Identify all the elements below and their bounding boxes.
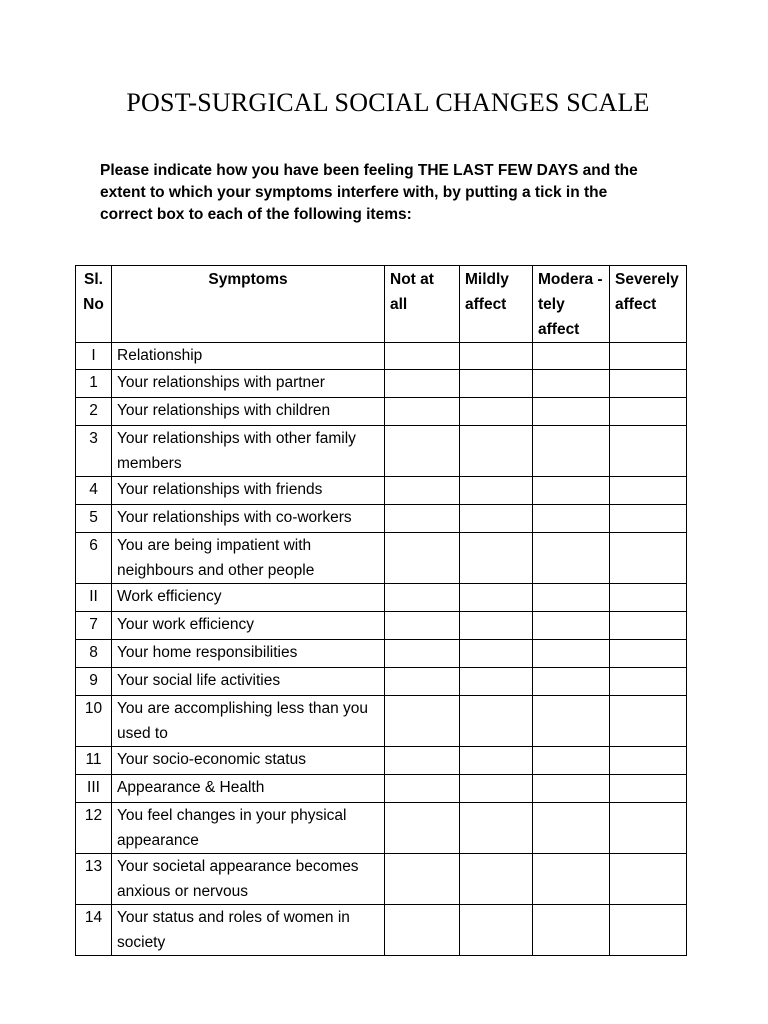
tick-box-mildly-affect[interactable] xyxy=(460,696,533,747)
tick-box-not-at-all[interactable] xyxy=(385,854,460,905)
tick-box-not-at-all[interactable] xyxy=(385,505,460,533)
symptom-text: Your relationships with other family members xyxy=(112,426,385,477)
tick-box-moderately-affect[interactable] xyxy=(533,696,610,747)
empty-cell xyxy=(533,584,610,612)
table-row xyxy=(76,640,687,668)
row-number: III xyxy=(76,775,112,803)
section-row xyxy=(76,775,687,803)
symptom-text: You are accomplishing less than you used to xyxy=(112,696,385,747)
symptom-text: Your societal appearance becomes anxious or nervous xyxy=(112,854,385,905)
table-row xyxy=(76,426,687,477)
section-heading: Appearance & Health xyxy=(112,775,385,803)
tick-box-not-at-all[interactable] xyxy=(385,696,460,747)
tick-box-moderately-affect[interactable] xyxy=(533,505,610,533)
tick-box-mildly-affect[interactable] xyxy=(460,477,533,505)
header-mildly-affect: Mildly affect xyxy=(460,266,533,343)
tick-box-severely-affect[interactable] xyxy=(610,905,687,956)
row-number: 9 xyxy=(76,668,112,696)
tick-box-mildly-affect[interactable] xyxy=(460,370,533,398)
table-row xyxy=(76,533,687,584)
tick-box-not-at-all[interactable] xyxy=(385,803,460,854)
empty-cell xyxy=(460,343,533,370)
tick-box-moderately-affect[interactable] xyxy=(533,854,610,905)
row-number: 1 xyxy=(76,370,112,398)
tick-box-not-at-all[interactable] xyxy=(385,533,460,584)
table-row xyxy=(76,668,687,696)
row-number: 2 xyxy=(76,398,112,426)
row-number: I xyxy=(76,343,112,370)
tick-box-moderately-affect[interactable] xyxy=(533,905,610,956)
tick-box-moderately-affect[interactable] xyxy=(533,612,610,640)
symptom-text: Your social life activities xyxy=(112,668,385,696)
empty-cell xyxy=(385,343,460,370)
tick-box-severely-affect[interactable] xyxy=(610,505,687,533)
table-row xyxy=(76,747,687,775)
tick-box-severely-affect[interactable] xyxy=(610,426,687,477)
row-number: 4 xyxy=(76,477,112,505)
row-number: 8 xyxy=(76,640,112,668)
tick-box-severely-affect[interactable] xyxy=(610,477,687,505)
empty-cell xyxy=(460,584,533,612)
scale-table xyxy=(75,265,687,956)
symptom-text: Your relationships with co-workers xyxy=(112,505,385,533)
tick-box-mildly-affect[interactable] xyxy=(460,747,533,775)
tick-box-not-at-all[interactable] xyxy=(385,477,460,505)
tick-box-mildly-affect[interactable] xyxy=(460,426,533,477)
page-title: POST-SURGICAL SOCIAL CHANGES SCALE xyxy=(126,88,650,117)
tick-box-not-at-all[interactable] xyxy=(385,747,460,775)
symptom-text: You feel changes in your physical appearance xyxy=(112,803,385,854)
tick-box-mildly-affect[interactable] xyxy=(460,854,533,905)
table-row xyxy=(76,398,687,426)
section-heading: Relationship xyxy=(112,343,385,370)
tick-box-mildly-affect[interactable] xyxy=(460,612,533,640)
tick-box-severely-affect[interactable] xyxy=(610,668,687,696)
symptom-text: Your relationships with friends xyxy=(112,477,385,505)
row-number: 5 xyxy=(76,505,112,533)
tick-box-moderately-affect[interactable] xyxy=(533,477,610,505)
tick-box-not-at-all[interactable] xyxy=(385,668,460,696)
symptom-text: Your relationships with children xyxy=(112,398,385,426)
tick-box-severely-affect[interactable] xyxy=(610,533,687,584)
row-number: 10 xyxy=(76,696,112,747)
empty-cell xyxy=(533,775,610,803)
tick-box-not-at-all[interactable] xyxy=(385,426,460,477)
tick-box-severely-affect[interactable] xyxy=(610,370,687,398)
header-severely-affect: Severely affect xyxy=(610,266,687,343)
table-row xyxy=(76,854,687,905)
table-row xyxy=(76,696,687,747)
table-row xyxy=(76,477,687,505)
header-not-at-all: Not at all xyxy=(385,266,460,343)
row-number: 13 xyxy=(76,854,112,905)
tick-box-moderately-affect[interactable] xyxy=(533,533,610,584)
table-row xyxy=(76,803,687,854)
section-heading: Work efficiency xyxy=(112,584,385,612)
tick-box-moderately-affect[interactable] xyxy=(533,803,610,854)
tick-box-not-at-all[interactable] xyxy=(385,612,460,640)
tick-box-moderately-affect[interactable] xyxy=(533,398,610,426)
symptom-text: Your relationships with partner xyxy=(112,370,385,398)
tick-box-severely-affect[interactable] xyxy=(610,747,687,775)
empty-cell xyxy=(610,343,687,370)
header-sl-no: Sl. No xyxy=(76,266,112,343)
symptom-text: Your home responsibilities xyxy=(112,640,385,668)
empty-cell xyxy=(610,775,687,803)
row-number: 12 xyxy=(76,803,112,854)
row-number: 6 xyxy=(76,533,112,584)
tick-box-mildly-affect[interactable] xyxy=(460,533,533,584)
tick-box-mildly-affect[interactable] xyxy=(460,398,533,426)
tick-box-severely-affect[interactable] xyxy=(610,803,687,854)
tick-box-moderately-affect[interactable] xyxy=(533,370,610,398)
table-row xyxy=(76,612,687,640)
section-row xyxy=(76,584,687,612)
tick-box-not-at-all[interactable] xyxy=(385,370,460,398)
symptom-text: You are being impatient with neighbours and other people xyxy=(112,533,385,584)
tick-box-severely-affect[interactable] xyxy=(610,640,687,668)
row-number: 7 xyxy=(76,612,112,640)
tick-box-mildly-affect[interactable] xyxy=(460,505,533,533)
tick-box-not-at-all[interactable] xyxy=(385,905,460,956)
empty-cell xyxy=(610,584,687,612)
header-row xyxy=(76,266,687,343)
tick-box-moderately-affect[interactable] xyxy=(533,640,610,668)
empty-cell xyxy=(385,584,460,612)
table-row xyxy=(76,370,687,398)
tick-box-mildly-affect[interactable] xyxy=(460,803,533,854)
tick-box-mildly-affect[interactable] xyxy=(460,640,533,668)
tick-box-mildly-affect[interactable] xyxy=(460,905,533,956)
table-row xyxy=(76,905,687,956)
header-symptoms: Symptoms xyxy=(112,266,385,343)
empty-cell xyxy=(385,775,460,803)
row-number: 14 xyxy=(76,905,112,956)
tick-box-moderately-affect[interactable] xyxy=(533,668,610,696)
row-number: 11 xyxy=(76,747,112,775)
symptom-text: Your socio-economic status xyxy=(112,747,385,775)
instructions-text: Please indicate how you have been feeling THE LAST FEW DAYS and the extent to which your symptoms interfere with, by putting a tick in the correct box to each of the following items: xyxy=(100,162,638,223)
tick-box-severely-affect[interactable] xyxy=(610,854,687,905)
empty-cell xyxy=(533,343,610,370)
symptom-text: Your status and roles of women in society xyxy=(112,905,385,956)
empty-cell xyxy=(460,775,533,803)
table-row xyxy=(76,505,687,533)
tick-box-mildly-affect[interactable] xyxy=(460,668,533,696)
tick-box-severely-affect[interactable] xyxy=(610,398,687,426)
tick-box-moderately-affect[interactable] xyxy=(533,426,610,477)
row-number: II xyxy=(76,584,112,612)
tick-box-not-at-all[interactable] xyxy=(385,398,460,426)
section-row xyxy=(76,343,687,370)
tick-box-not-at-all[interactable] xyxy=(385,640,460,668)
symptom-text: Your work efficiency xyxy=(112,612,385,640)
tick-box-moderately-affect[interactable] xyxy=(533,747,610,775)
tick-box-severely-affect[interactable] xyxy=(610,612,687,640)
header-moderately-affect: Modera -tely affect xyxy=(533,266,610,343)
row-number: 3 xyxy=(76,426,112,477)
tick-box-severely-affect[interactable] xyxy=(610,696,687,747)
